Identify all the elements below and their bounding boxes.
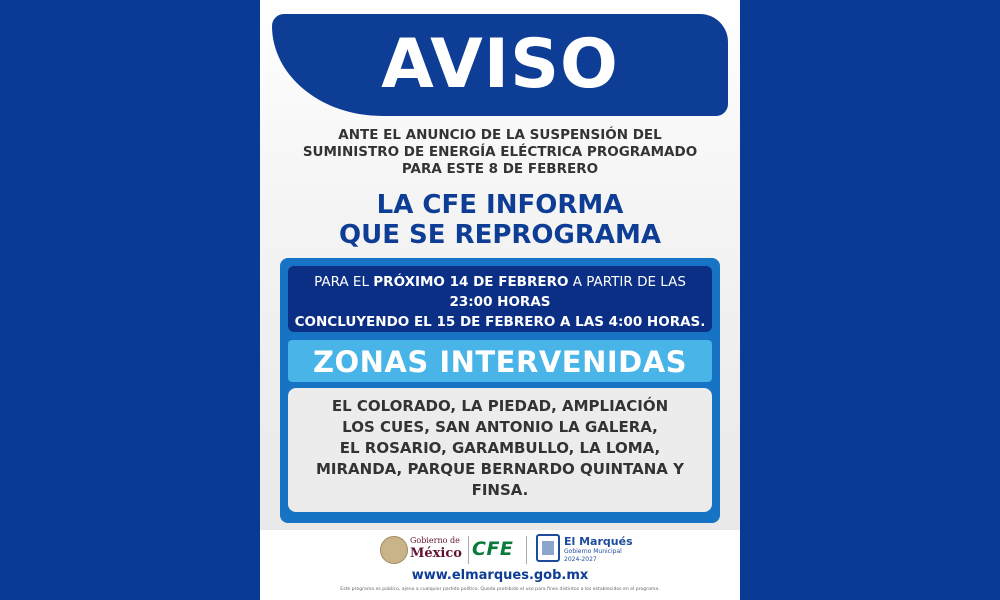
gob-small-text: Gobierno de [410,536,460,545]
footer [260,530,740,600]
schedule-end-text: CONCLUYENDO EL 15 DE FEBRERO A LAS 4:00 HORAS. [294,314,706,330]
notice-poster [260,0,740,600]
headline-line-2: QUE SE REPROGRAMA [338,220,661,250]
schedule-suffix: A PARTIR DE LAS [568,274,686,290]
zones-line-1: EL COLORADO, LA PIEDAD, AMPLIACIÓN [331,397,669,415]
zones-line-3: EL ROSARIO, GARAMBULLO, LA LOMA, [339,439,661,457]
zones-line-4: MIRANDA, PARQUE BERNARDO QUINTANA Y [315,460,684,478]
marques-years: 2024-2027 [564,556,597,563]
schedule-time [288,292,712,312]
zones-header [288,340,712,382]
cfe-logo: CFE [472,538,514,560]
schedule-line-1 [288,272,712,292]
zones-line-2: LOS CUES, SAN ANTONIO LA GALERA, [342,418,658,436]
schedule-box [288,266,712,332]
zones-title: ZONAS INTERVENIDAS [312,345,688,379]
mexico-seal-icon [380,536,408,564]
aviso-banner [272,14,728,116]
disclaimer-text: Este programa es público, ajeno a cualquier partido político. Queda prohibido el uso para fines distintos a los establecidos en el programa. [340,587,660,592]
intro-line-3: PARA ESTE 8 DE FEBRERO [401,161,599,177]
el-marques-logo [564,536,633,563]
headline-line-1: LA CFE INFORMA [376,190,624,220]
intro-line-2: SUMINISTRO DE ENERGÍA ELÉCTRICA PROGRAMADO [302,144,698,160]
schedule-date: PRÓXIMO 14 DE FEBRERO [373,274,569,290]
gobierno-mexico-logo [410,536,462,561]
logo-divider [468,536,469,564]
website-link[interactable]: www.elmarques.gob.mx [411,568,589,583]
banner-title: AVISO [381,25,619,104]
logo-divider [526,536,527,564]
gob-big-text: México [410,546,462,561]
zones-list [288,388,712,512]
schedule-prefix: PARA EL [314,274,374,290]
zones-line-5: FINSA. [471,481,529,499]
intro-text [282,127,718,178]
footer-logos [380,532,640,566]
marques-name: El Marqués [564,535,633,548]
cfe-headline [260,190,740,250]
schedule-end [288,312,712,332]
schedule-time-text: 23:00 HORAS [449,294,551,310]
intro-line-1: ANTE EL ANUNCIO DE LA SUSPENSIÓN DEL [338,127,662,143]
el-marques-shield-icon [536,534,560,562]
marques-sub: Gobierno Municipal [564,548,622,555]
